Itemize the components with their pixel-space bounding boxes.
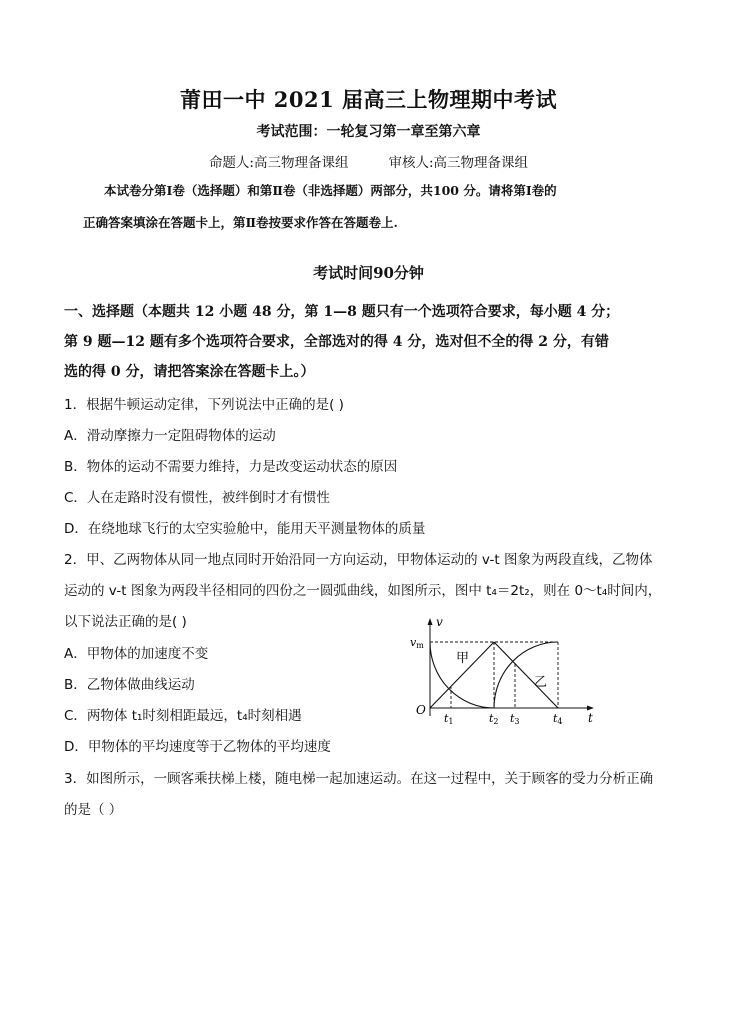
v-axis-label: v — [436, 616, 443, 629]
q2-stem-line-3: 以下说法正确的是( ) — [64, 614, 187, 630]
intro-line-1: 本试卷分第Ⅰ卷（选择题）和第Ⅱ卷（非选择题）两部分，共100 分。请将第Ⅰ卷的 — [104, 183, 557, 198]
section1-line-1: 一、选择题（本题共 12 小题 48 分，第 1—8 题只有一个选项符合要求，每小题 4 分； — [64, 304, 620, 320]
q1-option-d: D．在绕地球飞行的太空实验舱中，能用天平测量物体的质量 — [64, 521, 426, 537]
exam-scope: 考试范围：一轮复习第一章至第六章 — [256, 124, 481, 140]
t3-label: t3 — [510, 712, 520, 726]
jia-label: 甲 — [456, 651, 470, 666]
reviewer-label: 审核人:高三物理备课组 — [388, 155, 529, 171]
exam-title: 莆田一中 2021 届高三上物理期中考试 — [179, 87, 558, 112]
vm-label: vm — [410, 636, 424, 650]
q2-stem-line-1: 2．甲、乙两物体从同一地点同时开始沿同一方向运动，甲物体运动的 v-t 图象为两段直线，乙物体 — [64, 552, 653, 568]
vt-graph-figure — [404, 616, 604, 728]
q2-option-c: C．两物体 t₁时刻相距最远，t₄时刻相遇 — [64, 708, 302, 724]
origin-label: O — [416, 703, 426, 717]
t-axis-label: t — [588, 711, 593, 725]
q1-option-b: B．物体的运动不需要力维持，力是改变运动状态的原因 — [64, 459, 398, 475]
q3-stem-line-2: 的是（ ） — [64, 802, 123, 818]
q2-option-a: A．甲物体的加速度不变 — [64, 646, 209, 662]
q1-option-c: C．人在走路时没有惯性，被绊倒时才有惯性 — [64, 490, 330, 506]
t2-label: t2 — [489, 712, 499, 726]
author-label: 命题人:高三物理备课组 — [208, 155, 349, 171]
yi-label: 乙 — [534, 675, 548, 690]
t-axis-arrow — [587, 706, 594, 711]
exam-time: 考试时间90分钟 — [313, 264, 424, 282]
q3-stem-line-1: 3．如图所示，一顾客乘扶梯上楼，随电梯一起加速运动。在这一过程中，关于顾客的受力分析正确 — [64, 771, 654, 787]
t4-label: t4 — [553, 712, 563, 726]
authors-line — [0, 151, 737, 171]
intro-line-2: 正确答案填涂在答题卡上，第Ⅱ卷按要求作答在答题卷上. — [83, 215, 398, 230]
t1-label: t1 — [444, 712, 454, 726]
q1-option-a: A．滑动摩擦力一定阻碍物体的运动 — [64, 428, 276, 444]
q2-stem-line-2: 运动的 v-t 图象为两段半径相同的四份之一圆弧曲线，如图所示，图中 t₄＝2t₂，则在 0～t₄时间内， — [64, 583, 662, 599]
section1-line-3: 选的得 0 分，请把答案涂在答题卡上。） — [64, 364, 315, 380]
q1-stem: 1．根据牛顿运动定律，下列说法中正确的是( ) — [64, 397, 344, 413]
v-axis-arrow — [428, 618, 433, 625]
q2-option-b: B．乙物体做曲线运动 — [64, 677, 195, 693]
jia-line-down — [494, 642, 558, 708]
section1-line-2: 第 9 题—12 题有多个选项符合要求，全部选对的得 4 分，选对但不全的得 2 分，有错 — [64, 334, 609, 350]
q2-option-d: D．甲物体的平均速度等于乙物体的平均速度 — [64, 739, 331, 755]
